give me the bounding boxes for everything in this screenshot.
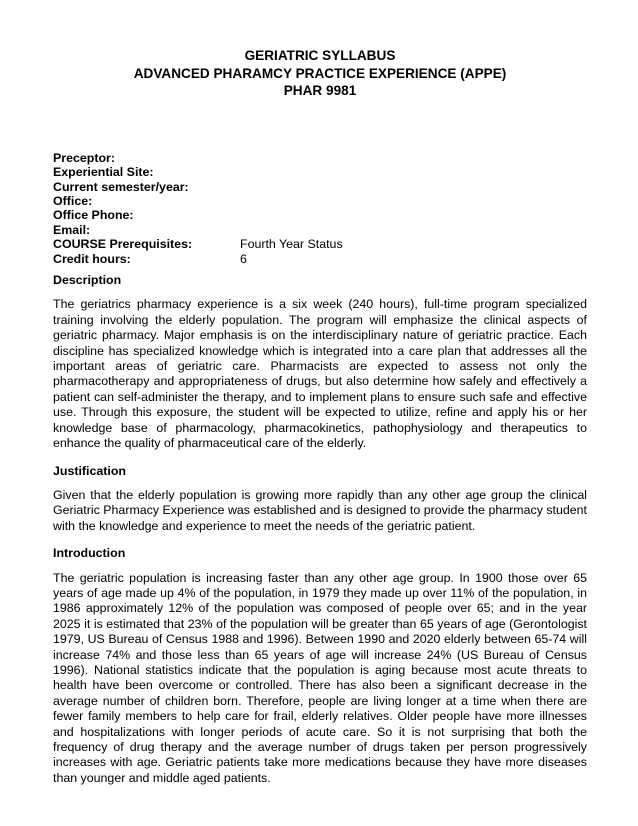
document-title [53, 47, 587, 100]
info-row-preceptor [53, 151, 587, 165]
info-label: Current semester/year: [53, 179, 189, 194]
info-value: 6 [240, 251, 247, 266]
introduction-heading: Introduction [53, 546, 126, 561]
title-line-2: ADVANCED PHARAMCY PRACTICE EXPERIENCE (APPE) [133, 65, 507, 81]
description-text: The geriatrics pharmacy experience is a six week (240 hours), full-time program specialized training involving the elderly population. The program will emphasize the clinical aspects of geriatric pharmacy. Major emphasis is on the interdisciplinary nature of geriatric practice. Each discipline has specialized knowledge which is integrated into a care plan that addresses all the important areas of geriatric care. Pharmacists are expected to assess not only the pharmacotherapy and appropriateness of drugs, but also determine how safely and effectively a patient can self-administer the therapy, and to implement plans to ensure such safe and effective use. Through this exposure, the student will be expected to utilize, refine and apply his or her knowledge base of pharmacology, pharmacokinetics, pathophysiology and therapeutics to enhance the quality of pharmaceutical care of the elderly. [53, 297, 587, 451]
info-label: COURSE Prerequisites: [53, 237, 193, 252]
justification-heading: Justification [53, 463, 126, 478]
info-label: Experiential Site: [53, 165, 154, 180]
info-label: Office Phone: [53, 208, 134, 223]
info-row-prerequisites [53, 237, 587, 251]
info-label: Email: [53, 222, 91, 237]
title-line-3: PHAR 9981 [283, 83, 357, 99]
document-page [53, 47, 587, 785]
info-value: Fourth Year Status [240, 237, 343, 252]
description-heading: Description [53, 273, 122, 288]
info-row-site [53, 165, 587, 179]
info-row-semester [53, 180, 587, 194]
info-row-office [53, 194, 587, 208]
info-label: Preceptor: [53, 150, 115, 165]
info-label: Office: [53, 194, 93, 208]
title-line-1: GERIATRIC SYLLABUS [244, 48, 396, 63]
introduction-text: The geriatric population is increasing faster than any other age group. In 1900 those over 65 years of age made up 4% of the population, in 1979 they made up over 11% of the population, in 1986 approximately 12% of the population was composed of people over 65; and in the year 2025 it is estimated that 23% of the population will be greater than 65 years of age (Gerontologist 1979, US Bureau of Census 1988 and 1996). Between 1990 and 2020 elderly between 65-74 will increase 74% and those less than 65 years of age will increase 24% (US Bureau of Census 1996). National statistics indicate that the population is aging because most acute threats to health have been overcome or controlled. There has also been a significant decrease in the average number of children born. Therefore, people are living longer at a time when there are fewer family members to help care for frail, elderly relatives. Older people have more illnesses and hospitalizations with longer periods of acute care. So it is not surprising that both the frequency of drug therapy and the average number of drugs taken per person progressively increases with age. Geriatric patients take more medications because they have more diseases than younger and middle aged patients. [53, 570, 587, 785]
info-row-credit-hours [53, 252, 587, 266]
info-row-email [53, 223, 587, 237]
info-row-phone [53, 208, 587, 222]
justification-text: Given that the elderly population is growing more rapidly than any other age group the clinical Geriatric Pharmacy Experience was established and is designed to provide the pharmacy student with the knowledge and experience to meet the needs of the geriatric patient. [53, 487, 587, 533]
course-info [53, 151, 587, 266]
info-label: Credit hours: [53, 251, 131, 266]
